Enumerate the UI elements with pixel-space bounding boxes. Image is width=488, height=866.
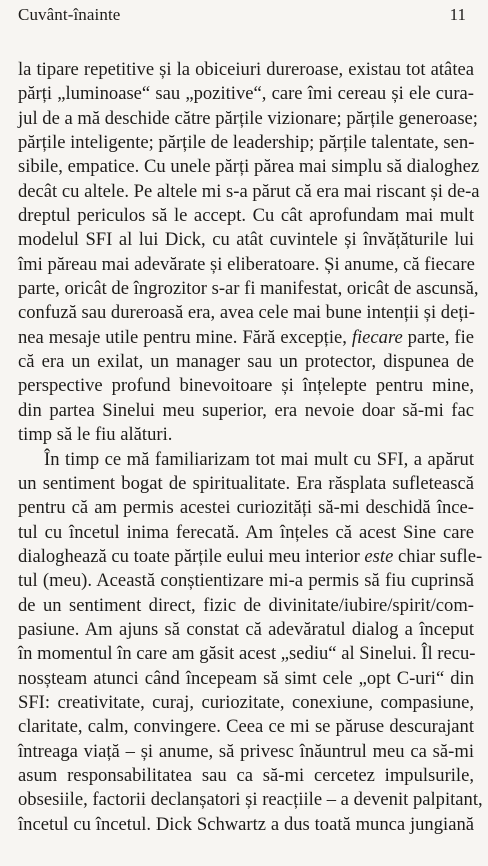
emphasis: fiecare xyxy=(351,326,403,348)
text-line: modelul SFI al lui Dick, cu atât cuvintele și învățăturile lui xyxy=(18,229,474,251)
text-line: pentru că am permis acestei curiozități să-mi deschidă înce- xyxy=(18,497,474,519)
text-line: parte, oricât de îngrozitor s-ar fi manifestat, oricât de ascunsă, xyxy=(18,278,479,300)
text-line: în momentul în care am găsit acest „sediu“ al Sinelui. Îl recu- xyxy=(18,643,476,665)
paragraph-1 xyxy=(18,58,480,448)
text-segment: parte, fie xyxy=(402,326,474,348)
text-line: obsesiile, factorii declanșatori și reacțiile – a devenit palpitant, xyxy=(18,789,483,811)
text-line: claritate, calm, convingere. Ceea ce mi se păruse descurajant xyxy=(18,716,474,738)
text-line: asum responsabilitatea sau ca să-mi cercetez impulsurile, xyxy=(18,764,474,786)
text-line: încetul cu încetul. Dick Schwartz a dus toată munca jungiană xyxy=(18,813,474,835)
paragraph-2 xyxy=(18,448,483,838)
running-header xyxy=(18,0,474,34)
text-line: În timp ce mă familiarizam tot mai mult cu SFI, a apărut xyxy=(44,448,474,470)
text-segment: dialoghează cu toate părțile eului meu interior xyxy=(18,545,365,567)
text-line: sibile, empatice. Cu unele părți părea mai simplu să dialoghez xyxy=(18,156,480,178)
text-segment: nea mesaje utile pentru mine. Fără excepție, xyxy=(18,326,352,348)
text-line: dreptul periculos să le accept. Cu cât aprofundam mai mult xyxy=(18,205,474,227)
text-line: întreaga viață – și anume, să privesc înăuntrul meu ca să-mi xyxy=(18,740,474,762)
text-line: că era un exilat, un manager sau un protector, dispunea de xyxy=(18,351,474,373)
body-text xyxy=(18,58,483,837)
text-line: pasiune. Am ajuns să constat că adevăratul dialog a început xyxy=(18,618,474,640)
text-line: tul cu încetul inima ferecată. Am înțeles că acest Sine care xyxy=(18,521,474,543)
text-line: la tipare repetitive și la obiceiuri dureroase, existau tot atâtea xyxy=(18,59,474,80)
text-line: jul de a mă deschide către părțile vizionare; părțile generoase; xyxy=(18,107,478,129)
text-line xyxy=(18,545,483,569)
text-line: tul (meu). Această conștientizare mi-a permis să fiu cuprinsă xyxy=(18,570,474,592)
text-line: timp să le fiu alături. xyxy=(18,424,173,446)
text-line: perspective profund binevoitoare și înțelepte pentru mine, xyxy=(18,375,474,397)
text-line: părțile inteligente; părțile de leadership; părțile talentate, sen- xyxy=(18,132,475,154)
emphasis: este xyxy=(364,545,394,567)
text-line: din partea Sinelui meu superior, era nevoie doar să-mi fac xyxy=(18,399,474,421)
text-line: un sentiment bogat de spiritualitate. Era răsplata sufletească xyxy=(18,472,474,494)
chapter-title: Cuvânt-înainte xyxy=(18,5,121,24)
text-line xyxy=(18,326,474,350)
text-line: SFI: creativitate, curaj, curiozitate, conexiune, compasiune, xyxy=(18,691,474,713)
text-line: de un sentiment direct, fizic de divinitate/iubire/spirit/com- xyxy=(18,594,474,616)
text-line: confuză sau dureroasă era, avea cele mai bune intenții și deți- xyxy=(18,302,475,324)
text-line: îmi păreau mai adevărate și eliberatoare. Și anume, că fiecare xyxy=(18,253,475,275)
text-line: nosșteam atunci când începeam să simt cele „opt C-uri“ din xyxy=(18,667,474,689)
text-line: părți „luminoase“ sau „pozitive“, care îmi cereau și ele cura- xyxy=(18,83,474,105)
page-number: 11 xyxy=(449,5,466,24)
text-line: decât cu altele. Pe altele mi s-a părut că era mai riscant și de-a xyxy=(18,180,480,202)
text-segment: chiar sufle- xyxy=(393,545,483,567)
